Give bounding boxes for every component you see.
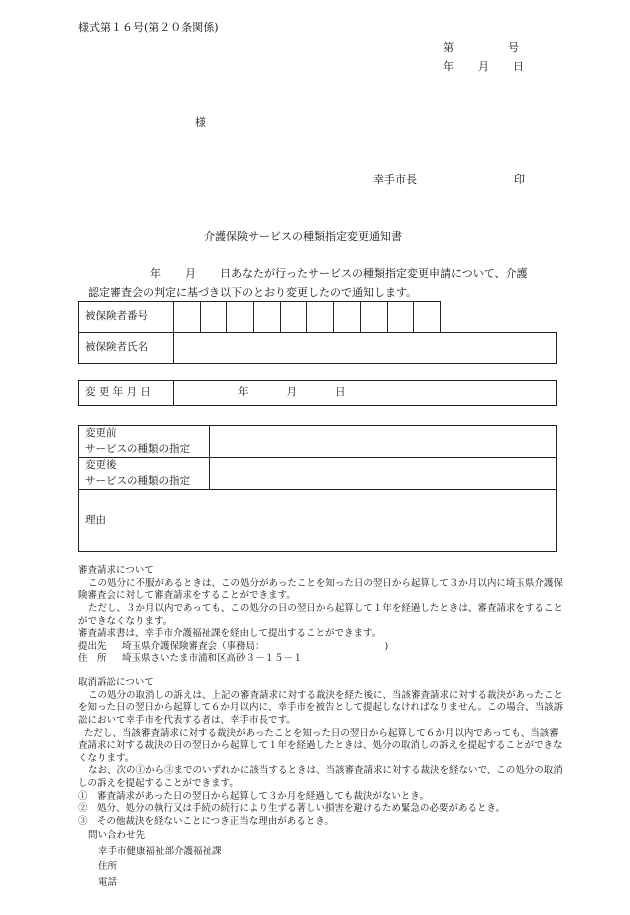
- after-label: [79, 458, 210, 490]
- lawsuit-item-2: ② 処分、処分の執行又は手続の続行により生ずる著しい損害を避けるため緊急の必要があるとき。: [78, 803, 506, 815]
- date-month: 月: [478, 60, 489, 73]
- intro-line1: 日あなたが行ったサービスの種類指定変更申請について、介護: [220, 267, 528, 280]
- insured-number-digit-10[interactable]: [414, 302, 441, 333]
- submit-to-label: 提出先: [78, 640, 107, 652]
- review-paragraph-1: この処分に不服があるときは、この処分があったことを知った日の翌日から起算して３か月以内に埼玉県介護保険審査会に対して審査請求をすることができます。: [78, 577, 563, 602]
- insured-number-digit-4[interactable]: [254, 302, 281, 333]
- review-address: [78, 653, 568, 666]
- after-label-line1: 変更後: [85, 459, 117, 472]
- review-heading: 審査請求について: [78, 565, 154, 576]
- insured-number-label: 被保険者番号: [79, 302, 174, 333]
- insured-number-digit-6[interactable]: [307, 302, 334, 333]
- before-label-line2: サービスの種類の指定: [85, 442, 190, 455]
- intro-text: [78, 264, 568, 303]
- submit-to-value: 埼玉県介護保険審査会（事務局：: [122, 640, 265, 652]
- document-date: [443, 60, 524, 74]
- change-date-month: 月: [286, 386, 297, 399]
- change-date-day: 日: [335, 386, 346, 399]
- before-label: [79, 426, 210, 458]
- insured-name-field[interactable]: [174, 333, 557, 364]
- lawsuit-item-3: ③ その他裁決を経ないことにつき正当な理由があるとき。: [78, 815, 334, 827]
- insured-number-digit-3[interactable]: [227, 302, 254, 333]
- review-paragraph-3: 審査請求書は、幸手市介護福祉課を経由して提出することができます。: [78, 628, 382, 640]
- form-number: 様式第１６号(第２０条関係): [78, 21, 219, 34]
- lawsuit-paragraph-1: この処分の取消しの訴えは、上記の審査請求に対する裁決を経た後に、当該審査請求に対する裁決があったことを知った日の翌日から起算して６か月以内に、幸手市を被告として提起しなければなりません。この場合、当該訴訟において幸手市を代表する者は、幸手市長です。: [78, 689, 564, 726]
- reason-label: 理由: [85, 513, 106, 526]
- address-value: 埼玉県さいたま市浦和区高砂３－１５－１: [122, 653, 303, 665]
- insured-number-blank: [440, 302, 556, 333]
- change-date-table: [78, 380, 557, 406]
- contact-heading: 問い合わせ先: [88, 830, 146, 841]
- address-label: 住 所: [78, 653, 107, 665]
- lawsuit-heading: 取消訴訟について: [78, 677, 154, 688]
- insured-number-digit-5[interactable]: [280, 302, 307, 333]
- insured-number-digit-7[interactable]: [334, 302, 361, 333]
- before-value-field[interactable]: [210, 426, 557, 458]
- insured-number-digit-8[interactable]: [360, 302, 387, 333]
- change-details-table: [78, 425, 557, 552]
- insured-name-label: 被保険者氏名: [79, 333, 174, 364]
- submit-to-close: ): [384, 640, 389, 652]
- lawsuit-item-1: ① 審査請求があった日の翌日から起算して３か月を経過しても裁決がないとき。: [78, 790, 430, 802]
- review-section: [78, 565, 568, 666]
- intro-line2: 認定審査会の判定に基づき以下のとおり変更したので通知します。: [88, 286, 418, 300]
- change-date-label: 変 更 年 月 日: [79, 381, 174, 406]
- date-year: 年: [443, 60, 454, 73]
- contact-block: [88, 828, 222, 891]
- intro-month: 月: [185, 267, 196, 280]
- lawsuit-paragraph-3: なお、次の①から③までのいずれかに該当するときは、当該審査請求に対する裁決を経ないで、この処分の取消しの訴えを提起することができます。: [78, 765, 563, 789]
- insured-table: [78, 301, 557, 364]
- contact-phone-label: 電話: [98, 877, 118, 889]
- after-value-field[interactable]: [210, 458, 557, 490]
- insured-number-digit-1[interactable]: [174, 302, 201, 333]
- change-date-year: 年: [238, 386, 249, 399]
- change-date-field[interactable]: [174, 381, 557, 406]
- review-submit-to: [78, 641, 568, 654]
- reason-field[interactable]: [79, 490, 557, 552]
- doc-number-suffix: 号: [508, 41, 519, 54]
- intro-year: 年: [150, 267, 161, 280]
- recipient-honorific: 様: [195, 116, 206, 129]
- before-label-line1: 変更前: [85, 427, 117, 440]
- contact-department: 幸手市健康福祉部介護福祉課: [98, 845, 222, 857]
- after-label-line2: サービスの種類の指定: [85, 474, 190, 487]
- lawsuit-section: [78, 677, 568, 829]
- document-number: [443, 41, 519, 55]
- insured-number-digit-2[interactable]: [200, 302, 227, 333]
- date-day: 日: [513, 60, 524, 73]
- review-paragraph-2: ただし、３か月以内であっても、この処分の日の翌日から起算して１年を経過したときは、審査請求をすることができなくなります。: [78, 602, 563, 627]
- lawsuit-paragraph-2: ただし、当該審査請求に対する裁決があったことを知った日の翌日から起算して６か月以内であっても、当該審査請求に対する裁決の日の翌日から起算して１年を経過したときは、処分の取消しの訴えを提起することができなくなります。: [78, 727, 563, 764]
- doc-number-prefix: 第: [443, 41, 454, 54]
- contact-address-label: 住所: [98, 861, 118, 873]
- document-title: 介護保険サービスの種類指定変更通知書: [204, 230, 402, 243]
- seal-mark: 印: [514, 173, 525, 186]
- sender-name: 幸手市長: [373, 173, 417, 186]
- insured-number-digit-9[interactable]: [387, 302, 414, 333]
